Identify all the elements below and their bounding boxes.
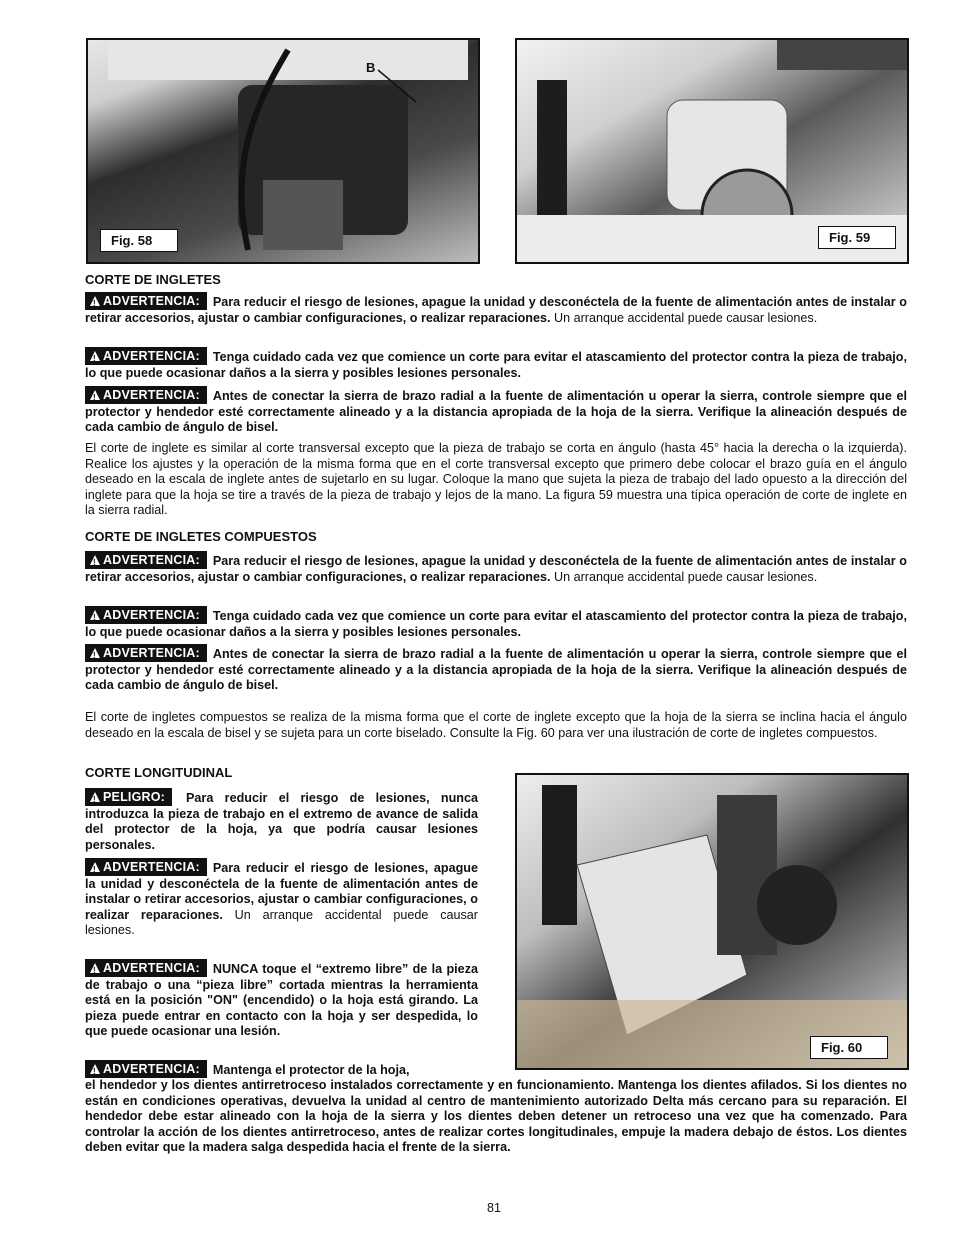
warning-triangle-icon [90, 610, 100, 620]
warning-triangle-icon [90, 390, 100, 400]
section1-warning-3: !ADVERTENCIA: Antes de conectar la sierra de brazo radial a la fuente de alimentación u operar la sierra, controle siempre que el protector y hendedor esté correctamente alineado y a la distancia apropiada de la hoja de la sierra. Verifique la alineación después de cada cambio de ángulo de bisel. [85, 386, 907, 436]
section1-warning-2: !ADVERTENCIA: Tenga cuidado cada vez que comience un corte para evitar el atascamiento del protector contra la pieza de trabajo, lo que puede ocasionar daños a la sierra y posibles lesiones personales. [85, 347, 907, 381]
section2-warning-2: !ADVERTENCIA: Tenga cuidado cada vez que comience un corte para evitar el atascamiento del protector contra la pieza de trabajo, lo que puede ocasionar daños a la sierra y posibles lesiones personales. [85, 606, 907, 640]
figure-60-illustration [517, 775, 907, 1068]
warning-triangle-icon [90, 862, 100, 872]
warning-badge: !ADVERTENCIA: [85, 606, 207, 624]
figure-58-label: Fig. 58 [100, 229, 178, 252]
figure-60-label: Fig. 60 [810, 1036, 888, 1059]
warning-badge: !ADVERTENCIA: [85, 858, 207, 876]
warning-triangle-icon [90, 792, 100, 802]
section2-warning-1: !ADVERTENCIA: Para reducir el riesgo de lesiones, apague la unidad y desconéctela de la fuente de alimentación antes de instalar o retirar accesorios, ajustar o cambiar configuraciones, o realizar reparaciones. Un arranque accidental puede causar lesiones. [85, 551, 907, 585]
section-heading-corte-de-ingletes-compuestos: CORTE DE INGLETES COMPUESTOS [85, 529, 317, 544]
section1-body: El corte de inglete es similar al corte transversal excepto que la pieza de trabajo se corta en ángulo (hasta 45° hacia la derecha o la izquierda). Realice los ajustes y la operación de la misma forma que en el corte transversal excepto que primero debe colocar el brazo guía en el ángulo deseado en la escala de inglete antes de sujetarlo en su lugar. Coloque la mano que sujeta la pieza de trabajo del lado opuesto a la dirección del inglete para que la hoja se tire a través de la pieza de trabajo y lejos de la mano. La figura 59 muestra una típica operación de corte de inglete en la sierra radial. [85, 441, 907, 517]
section1-warning-1: !ADVERTENCIA: Para reducir el riesgo de lesiones, apague la unidad y desconéctela de la fuente de alimentación antes de instalar o retirar accesorios, ajustar o cambiar configuraciones, o realizar reparaciones. Un arranque accidental puede causar lesiones. [85, 292, 907, 326]
danger-badge: !PELIGRO: [85, 788, 172, 806]
section3-warning-3: !ADVERTENCIA: Mantenga el protector de la hoja, [85, 1060, 478, 1079]
warning-triangle-icon [90, 296, 100, 306]
warning-badge: !ADVERTENCIA: [85, 292, 207, 310]
section-heading-corte-longitudinal: CORTE LONGITUDINAL [85, 765, 233, 780]
section2-warning-3: !ADVERTENCIA: Antes de conectar la sierra de brazo radial a la fuente de alimentación u operar la sierra, controle siempre que el protector y hendedor esté correctamente alineado y a la distancia apropiada de la hoja de la sierra. Verifique la alineación después de cada cambio de ángulo de bisel. [85, 644, 907, 694]
figure-60 [515, 773, 909, 1070]
section3-warning-1: !ADVERTENCIA: Para reducir el riesgo de lesiones, apague la unidad y desconéctela de la fuente de alimentación antes de instalar o retirar accesorios, ajustar o cambiar configuraciones, o realizar reparaciones. Un arranque accidental puede causar lesiones. [85, 858, 478, 939]
warning-badge: !ADVERTENCIA: [85, 386, 207, 404]
warning-badge: !ADVERTENCIA: [85, 347, 207, 365]
section3-danger: !PELIGRO: Para reducir el riesgo de lesiones, nunca introduzca la pieza de trabajo en el extremo de avance de salida del protector de la hoja, ya que podría causar lesiones personales. [85, 788, 478, 853]
warning-badge: !ADVERTENCIA: [85, 959, 207, 977]
figure-59 [515, 38, 909, 264]
warning-triangle-icon [90, 1064, 100, 1074]
warning-triangle-icon [90, 555, 100, 565]
page-number: 81 [487, 1201, 501, 1215]
figure-59-label: Fig. 59 [818, 226, 896, 249]
warning-badge: !ADVERTENCIA: [85, 551, 207, 569]
warning-badge: !ADVERTENCIA: [85, 644, 207, 662]
warning-triangle-icon [90, 963, 100, 973]
figure-58 [86, 38, 480, 264]
section-heading-corte-de-ingletes: CORTE DE INGLETES [85, 272, 221, 287]
section3-warning-3-continued: el hendedor y los dientes antirretroceso instalados correctamente y en funcionamiento. Mantenga los dientes afilados. Si los dientes no están en condiciones operativas, devuelva la unidad al centro de mantenimiento autorizado Delta más cercano para su reparación. El hendedor debe estar alineado con la hoja de la sierra y los dientes deben detener un retroceso una vez que ha comenzado. Para controlar la acción de los dientes antirretroceso, antes de realizar cortes longitudinales, empuje la madera debajo de éstos. Los dientes deben evitar que la madera salga despedida hacia el frente de la sierra. [85, 1078, 907, 1154]
section3-warning-2: !ADVERTENCIA: NUNCA toque el “extremo libre” de la pieza de trabajo o una “pieza libre” cortada mientras la herramienta está en la posición "ON" (encendido) o la hoja está girando. La pieza puede entrar en contacto con la hoja y ser despedida, lo que puede ocasionar una lesión. [85, 959, 478, 1040]
warning-triangle-icon [90, 648, 100, 658]
warning-badge: !ADVERTENCIA: [85, 1060, 207, 1078]
warning-triangle-icon [90, 351, 100, 361]
section2-body: El corte de ingletes compuestos se realiza de la misma forma que el corte de inglete excepto que la hoja de la sierra se inclina hacia el ángulo deseado en la escala de bisel y se sujeta para un corte biselado. Consulte la Fig. 60 para ver una ilustración de corte de ingletes compuestos. [85, 710, 907, 740]
figure-58-callout-b: B [366, 60, 376, 75]
